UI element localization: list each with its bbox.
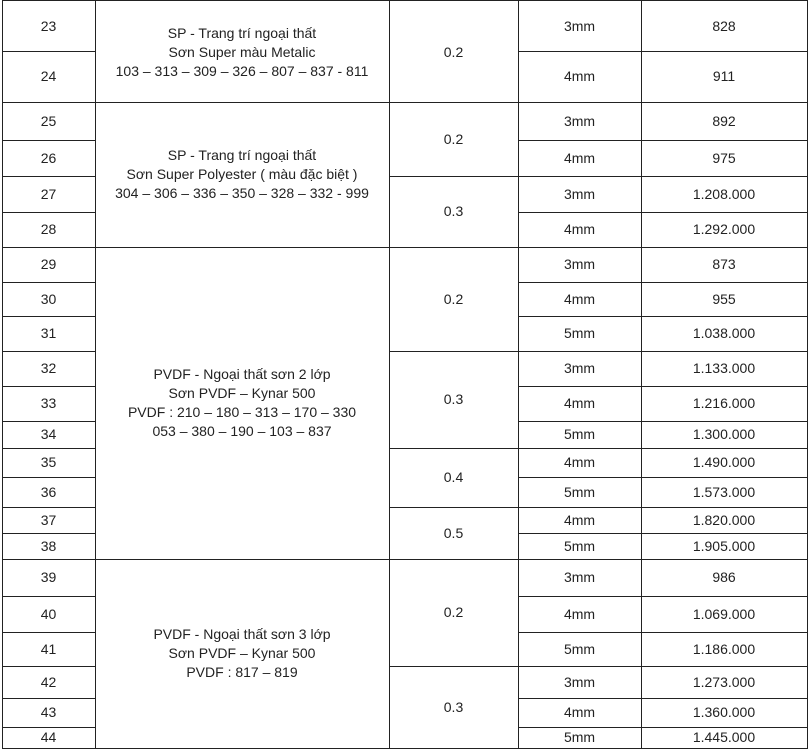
price-cell: 828 — [712, 18, 736, 34]
grid-line — [518, 386, 808, 387]
price-cell: 1.820.000 — [692, 511, 756, 528]
price-cell: 1.360.000 — [692, 704, 756, 720]
size-cell: 4mm — [563, 511, 596, 528]
description-line: 053 – 380 – 190 – 103 – 837 — [152, 423, 332, 439]
grid-line — [2, 247, 96, 248]
price-cell: 955 — [712, 290, 736, 307]
description-line: Sơn Super Polyester ( màu đặc biệt ) — [126, 166, 358, 182]
price-cell: 1.069.000 — [692, 605, 756, 622]
price-cell: 986 — [712, 569, 736, 585]
row-number: 41 — [40, 640, 57, 657]
size-cell: 4mm — [563, 221, 596, 237]
size-cell: 4mm — [563, 68, 596, 84]
size-cell: 3mm — [563, 112, 596, 129]
price-cell: 1.573.000 — [692, 483, 756, 500]
thickness-cell: 0.4 — [443, 469, 464, 485]
thickness-cell: 0.2 — [443, 604, 464, 620]
size-cell: 5mm — [563, 426, 596, 442]
grid-line — [2, 140, 96, 141]
price-cell: 911 — [712, 68, 736, 84]
row-number: 31 — [40, 325, 57, 341]
grid-line — [2, 559, 96, 560]
description-line: SP - Trang trí ngoại thất — [167, 24, 317, 41]
row-number: 28 — [40, 221, 57, 237]
grid-line — [2, 507, 96, 508]
grid-line — [518, 351, 808, 352]
grid-line — [2, 386, 96, 387]
description-lines — [153, 625, 330, 682]
description-lines — [115, 146, 369, 203]
size-cell: 3mm — [563, 185, 596, 202]
size-cell: 5mm — [563, 537, 596, 554]
row-number: 36 — [40, 483, 57, 500]
grid-line — [95, 559, 390, 560]
grid-line — [389, 666, 519, 667]
description-line: Sơn PVDF – Kynar 500 — [168, 385, 316, 401]
row-number: 35 — [40, 454, 57, 470]
grid-line — [95, 102, 390, 103]
price-cell: 1.208.000 — [692, 185, 756, 202]
price-cell: 1.490.000 — [692, 454, 756, 470]
grid-line — [389, 247, 519, 248]
row-number: 33 — [40, 395, 57, 411]
size-cell: 4mm — [563, 704, 596, 720]
grid-line — [518, 51, 808, 52]
row-number: 32 — [40, 360, 57, 376]
price-cell: 1.133.000 — [692, 360, 756, 376]
grid-line — [518, 212, 808, 213]
grid-line — [2, 448, 96, 449]
grid-line — [2, 351, 96, 352]
description-line: PVDF - Ngoại thất sơn 3 lớp — [153, 626, 331, 642]
grid-line — [2, 477, 96, 478]
row-number: 30 — [40, 290, 57, 307]
grid-line — [518, 176, 808, 177]
description-lines — [116, 24, 369, 81]
product-description — [95, 102, 389, 247]
size-cell: 5mm — [563, 325, 596, 341]
grid-line — [2, 533, 96, 534]
price-cell: 1.300.000 — [692, 426, 756, 442]
description-line: PVDF - Ngoại thất sơn 2 lớp — [153, 366, 331, 382]
price-cell: 1.216.000 — [692, 395, 756, 411]
grid-line — [2, 316, 96, 317]
size-cell: 3mm — [563, 256, 596, 272]
grid-line — [2, 212, 96, 213]
grid-line — [518, 533, 808, 534]
description-line: 103 – 313 – 309 – 326 – 807 – 837 - 811 — [115, 62, 369, 79]
thickness-cell: 0.3 — [443, 391, 464, 407]
row-number: 27 — [40, 185, 57, 202]
description-line: 304 – 306 – 336 – 350 – 328 – 332 - 999 — [115, 185, 369, 201]
row-number: 37 — [40, 511, 57, 528]
size-cell: 4mm — [563, 149, 596, 166]
row-number: 39 — [40, 569, 57, 585]
grid-line — [518, 507, 808, 508]
price-cell: 892 — [712, 112, 736, 129]
thickness-cell: 0.2 — [443, 130, 464, 147]
price-cell: 873 — [712, 256, 736, 272]
thickness-cell: 0.2 — [443, 43, 464, 60]
price-cell: 975 — [712, 149, 736, 166]
price-cell: 1.292.000 — [692, 221, 756, 237]
thickness-cell: 0.3 — [443, 698, 464, 715]
grid-line — [518, 421, 808, 422]
row-number: 42 — [40, 673, 57, 690]
size-cell: 4mm — [563, 454, 596, 470]
price-cell: 1.905.000 — [692, 537, 756, 554]
price-cell: 1.038.000 — [692, 325, 756, 341]
size-cell: 3mm — [563, 18, 596, 34]
grid-line — [389, 176, 519, 177]
grid-line — [2, 176, 96, 177]
thickness-cell: 0.3 — [443, 203, 464, 219]
size-cell: 4mm — [563, 605, 596, 622]
grid-line — [389, 559, 519, 560]
description-line: Sơn PVDF – Kynar 500 — [168, 645, 316, 661]
size-cell: 3mm — [563, 360, 596, 376]
size-cell: 5mm — [563, 483, 596, 500]
price-cell: 1.186.000 — [692, 640, 756, 657]
grid-line — [518, 666, 808, 667]
grid-line — [518, 247, 808, 248]
price-cell: 1.273.000 — [692, 673, 756, 690]
size-cell: 3mm — [563, 569, 596, 585]
size-cell: 4mm — [563, 395, 596, 411]
grid-line — [2, 102, 96, 103]
description-line: Sơn Super màu Metalic — [168, 43, 316, 60]
row-number: 44 — [40, 729, 57, 745]
grid-line — [2, 51, 96, 52]
grid-line — [518, 632, 808, 633]
thickness-cell: 0.2 — [443, 290, 464, 307]
grid-line — [2, 748, 808, 749]
grid-line — [389, 102, 519, 103]
grid-line — [518, 448, 808, 449]
grid-line — [518, 559, 808, 560]
grid-line — [518, 316, 808, 317]
grid-line — [518, 698, 808, 699]
product-description — [95, 2, 389, 102]
row-number: 43 — [40, 704, 57, 720]
size-cell: 3mm — [563, 673, 596, 690]
size-cell: 5mm — [563, 729, 596, 745]
row-number: 25 — [40, 112, 57, 129]
grid-line — [518, 596, 808, 597]
grid-line — [389, 448, 519, 449]
row-number: 34 — [40, 426, 57, 442]
row-number: 23 — [40, 18, 57, 34]
description-line: SP - Trang trí ngoại thất — [167, 147, 317, 163]
price-cell: 1.445.000 — [692, 729, 756, 745]
grid-line — [2, 698, 96, 699]
grid-line — [95, 247, 390, 248]
size-cell: 5mm — [563, 640, 596, 657]
grid-line — [2, 596, 96, 597]
grid-line — [518, 140, 808, 141]
grid-line — [518, 727, 808, 728]
description-line: PVDF : 817 – 819 — [186, 664, 298, 680]
grid-line — [807, 0, 808, 749]
grid-line — [2, 0, 808, 1]
row-number: 26 — [40, 149, 57, 166]
grid-line — [2, 282, 96, 283]
description-line: PVDF : 210 – 180 – 313 – 170 – 330 — [127, 404, 357, 420]
grid-line — [2, 421, 96, 422]
description-lines — [128, 365, 356, 441]
grid-line — [389, 351, 519, 352]
row-number: 24 — [40, 68, 57, 84]
row-number: 29 — [40, 256, 57, 272]
grid-line — [518, 282, 808, 283]
row-number: 40 — [40, 605, 57, 622]
grid-line — [2, 632, 96, 633]
size-cell: 4mm — [563, 290, 596, 307]
row-number: 38 — [40, 537, 57, 554]
grid-line — [2, 666, 96, 667]
grid-line — [518, 102, 808, 103]
grid-line — [389, 507, 519, 508]
thickness-cell: 0.5 — [443, 524, 464, 541]
product-description — [95, 559, 389, 748]
product-description — [95, 247, 389, 559]
grid-line — [2, 727, 96, 728]
grid-line — [518, 477, 808, 478]
